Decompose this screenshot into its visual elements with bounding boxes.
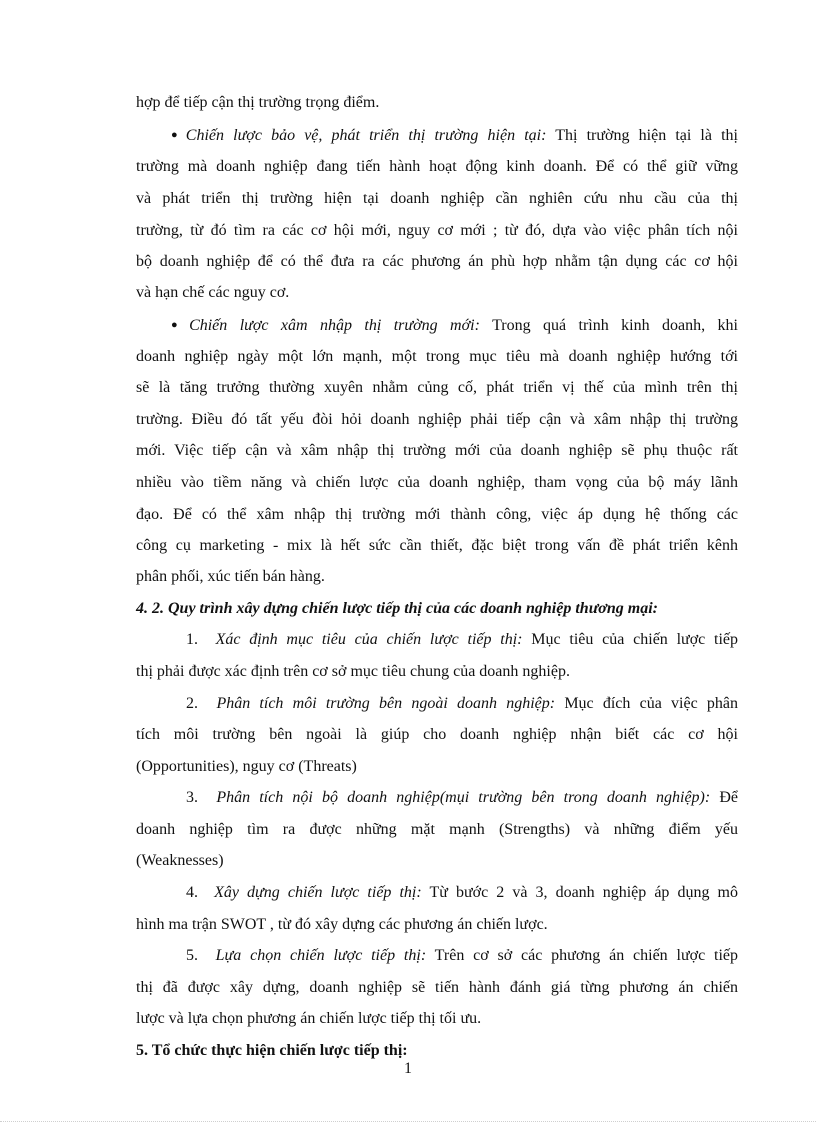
- step-title: Phân tích nội bộ doanh nghiệp(mụi trường bên trong doanh nghiệp):: [216, 789, 711, 806]
- text-line: Thị trường hiện tại là thị: [555, 127, 738, 144]
- text-line: và hạn chế các nguy cơ.: [136, 284, 290, 301]
- text-line: thị phải được xác định trên cơ sở mục tiêu chung của doanh nghiệp.: [136, 663, 570, 680]
- step-number: 4.: [186, 884, 198, 901]
- text-line: đạo. Để có thể xâm nhập thị trường mới thành công, việc áp dụng hệ thống các: [136, 506, 738, 523]
- page-number: 1: [404, 1060, 412, 1077]
- text-line: tích môi trường bên ngoài là giúp cho doanh nghiệp nhận biết các cơ hội: [136, 726, 738, 743]
- step-title: Xác định mục tiêu của chiến lược tiếp thị:: [215, 631, 523, 648]
- text-line: Từ bước 2 và 3, doanh nghiệp áp dụng mô: [429, 884, 738, 901]
- step-paragraph: [186, 630, 738, 650]
- text-line: phân phối, xúc tiến bán hàng.: [136, 568, 325, 585]
- step-number: 1.: [186, 631, 198, 648]
- bullet-title: Chiến lược bảo vệ, phát triển thị trường hiện tại:: [185, 127, 547, 144]
- step-title: Phân tích môi trường bên ngoài doanh nghiệp:: [216, 695, 556, 712]
- text-line: công cụ marketing - mix là hết sức cần thiết, đặc biệt trong vấn đề phát triển kênh: [136, 537, 738, 554]
- text-line: Mục đích của việc phân: [564, 695, 739, 712]
- text-line: Trong quá trình kinh doanh, khi: [492, 317, 738, 334]
- step-paragraph: [186, 883, 738, 903]
- page-bottom-divider: [0, 1121, 816, 1122]
- text-line: hợp để tiếp cận thị trường trọng điểm.: [136, 94, 380, 111]
- text-line: Mục tiêu của chiến lược tiếp: [531, 631, 739, 648]
- text-line: doanh nghiệp ngày một lớn mạnh, một trong mục tiêu mà doanh nghiệp hướng tới: [136, 348, 738, 365]
- step-paragraph: [186, 694, 738, 714]
- text-line: trường. Điều đó tất yếu đòi hỏi doanh nghiệp phải tiếp cận và xâm nhập thị trường: [136, 411, 738, 428]
- bullet-paragraph: [171, 125, 738, 145]
- bullet-icon: ●: [171, 319, 187, 331]
- text-line: doanh nghiệp tìm ra được những mặt mạnh (Strengths) và những điểm yếu: [136, 821, 738, 838]
- text-line: Để: [719, 789, 739, 806]
- step-paragraph: [186, 788, 738, 808]
- bullet-icon: ●: [171, 129, 183, 141]
- step-title: Xây dựng chiến lược tiếp thị:: [214, 884, 422, 901]
- text-line: (Opportunities), nguy cơ (Threats): [136, 758, 357, 775]
- text-line: (Weaknesses): [136, 852, 224, 869]
- text-line: và phát triển thị trường hiện tại doanh nghiệp cần nghiên cứu nhu cầu của thị: [136, 190, 738, 207]
- text-line: trường, từ đó tìm ra các cơ hội mới, nguy cơ mới ; từ đó, dựa vào việc phân tích nội: [136, 222, 738, 239]
- step-paragraph: [186, 946, 738, 966]
- text-line: lược và lựa chọn phương án chiến lược tiếp thị tối ưu.: [136, 1010, 482, 1027]
- text-line: hình ma trận SWOT , từ đó xây dựng các phương án chiến lược.: [136, 916, 548, 933]
- step-title: Lựa chọn chiến lược tiếp thị:: [215, 947, 427, 964]
- bullet-paragraph: [171, 315, 738, 335]
- step-number: 5.: [186, 947, 198, 964]
- bullet-title: Chiến lược xâm nhập thị trường mới:: [189, 317, 480, 334]
- text-line: Trên cơ sở các phương án chiến lược tiếp: [434, 947, 738, 964]
- text-line: mới. Việc tiếp cận và xâm nhập thị trường mới của doanh nghiệp sẽ phụ thuộc rất: [136, 442, 738, 459]
- text-line: thị đã được xây dựng, doanh nghiệp sẽ tiến hành đánh giá từng phương án chiến: [136, 979, 738, 996]
- step-number: 3.: [186, 789, 198, 806]
- section-heading: 4. 2. Quy trình xây dựng chiến lược tiếp thị của các doanh nghiệp thương mại:: [136, 600, 658, 617]
- text-line: bộ doanh nghiệp để có thể đưa ra các phương án phù hợp nhằm tận dụng các cơ hội: [136, 253, 738, 270]
- text-line: nhiều vào tiềm năng và chiến lược của doanh nghiệp, tham vọng của bộ máy lãnh: [136, 474, 738, 491]
- step-number: 2.: [186, 695, 198, 712]
- section-heading: 5. Tổ chức thực hiện chiến lược tiếp thị:: [136, 1042, 408, 1059]
- text-line: sẽ là tăng trưởng thường xuyên nhằm củng cố, phát triển vị thế của mình trên thị: [136, 379, 738, 396]
- text-line: trường mà doanh nghiệp đang tiến hành hoạt động kinh doanh. Để có thể giữ vững: [136, 158, 738, 175]
